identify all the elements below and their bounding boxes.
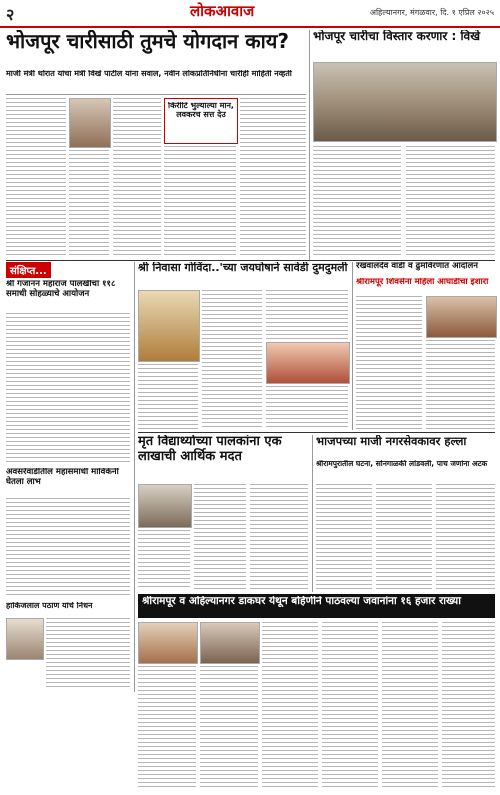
right-mid-photo — [426, 296, 497, 338]
brief-item-title: हाकिजलाल पठाण यांचे निधन — [6, 602, 93, 610]
bottom-body-col1 — [138, 666, 196, 790]
bottom-body-col2 — [200, 666, 258, 790]
middle-left-body-col1 — [138, 530, 190, 590]
brief-label: संक्षिप्त... — [6, 262, 51, 278]
lead-subheadline: माजी मंत्री थोरात यांचा मंत्री विखे पाटील यांना सवाल, नवीन लोकप्रतिनिधींना चारीही माहिती नव्हती — [6, 70, 292, 78]
center-photo-crowd — [266, 342, 350, 384]
center-body-col2 — [202, 290, 262, 430]
brief-item-body — [6, 313, 130, 463]
bottom-body-col3 — [262, 622, 318, 790]
center-body-col1 — [138, 364, 198, 430]
brief-item-title: अवसरेवाडीतील महासमाधी माविकेनी घेतला लाभ — [6, 468, 119, 487]
bottom-body-col6 — [442, 622, 495, 790]
bottom-photo-2 — [200, 622, 260, 664]
lead-body-col5 — [240, 98, 306, 258]
right-mid-subheadline: श्रीरामपूर शिवसेना महिला आघाडीचा इशारा — [356, 278, 489, 287]
middle-right-body-col1 — [316, 484, 372, 590]
divider — [312, 435, 313, 592]
right-mid-body-col2 — [426, 340, 495, 430]
section-rule — [138, 432, 495, 433]
right-top-body-col2 — [406, 146, 495, 258]
lead-portrait-photo — [69, 98, 111, 148]
right-mid-headline: रखवालदेव वाडी व ढुमविरणात आंदोलन — [356, 262, 478, 271]
right-top-headline: भोजपूर चारीचा विस्तार करणार : विखे — [313, 30, 481, 43]
lead-box-title: किरीटि भुल्याल्या मान, लवकरच सत्त देउ — [168, 102, 234, 119]
middle-right-subheadline: श्रीरामपुरातील घटना, सोनगाळकी लांडवली, पाच जणांना अटक — [316, 460, 488, 468]
divider — [6, 94, 306, 95]
bottom-photo-1 — [138, 622, 198, 664]
center-photo-deity — [138, 290, 200, 362]
divider — [309, 30, 310, 260]
bottom-body-col4 — [322, 622, 378, 790]
masthead: लोकआवाज — [190, 2, 255, 20]
brief-item-body — [46, 618, 130, 690]
lead-headline: भोजपूर चारीसाठी तुमचे योगदान काय? — [6, 30, 289, 53]
lead-inset-box — [164, 98, 238, 144]
middle-right-body-col3 — [436, 484, 495, 590]
middle-left-body-col2 — [194, 484, 246, 590]
section-rule — [6, 260, 495, 261]
middle-right-body-col2 — [376, 484, 432, 590]
lead-body-col2 — [69, 150, 109, 258]
right-mid-body-col1 — [356, 296, 422, 430]
center-body-col3 — [266, 290, 348, 340]
dateline: अहिल्यानगर, मंगळवार, दि. १ एप्रिल २०२५ — [369, 8, 494, 17]
middle-left-headline: मृत विद्यार्थ्याच्या पालकांना एक लाखाची आर्थिक मदत — [138, 435, 282, 464]
right-top-photo — [313, 62, 497, 142]
lead-body-col1 — [6, 98, 66, 258]
bottom-body-col5 — [382, 622, 438, 790]
page-header — [0, 0, 500, 28]
center-headline: श्री निवासा गोविंदा..'च्या जयघोषाने सावेडी दुमदुमली — [138, 262, 348, 274]
bottom-headline-band — [138, 594, 495, 618]
lead-body-col3 — [113, 98, 161, 258]
brief-item-title: श्री गजानन महाराज पालखीचा ११८ समाधी सोहळ्याचे आयोजन — [6, 280, 116, 299]
middle-left-photo — [138, 484, 192, 528]
right-top-body-col1 — [313, 146, 401, 258]
center-body-col4 — [266, 386, 348, 430]
lead-body-col4 — [164, 146, 236, 258]
divider — [134, 262, 135, 692]
divider — [352, 262, 353, 430]
bottom-headline: श्रीरामपूर व अहिल्यानगर डाकघर येथून बहिणींने पाठवल्या जवानांना १६ हजार राख्या — [142, 596, 461, 607]
obituary-photo — [6, 618, 44, 660]
page-number: २ — [6, 5, 15, 24]
middle-right-headline: भाजपच्या माजी नगरसेवकावर हल्ला — [316, 435, 467, 448]
middle-left-body-col3 — [250, 484, 308, 590]
brief-item-body — [6, 498, 130, 598]
